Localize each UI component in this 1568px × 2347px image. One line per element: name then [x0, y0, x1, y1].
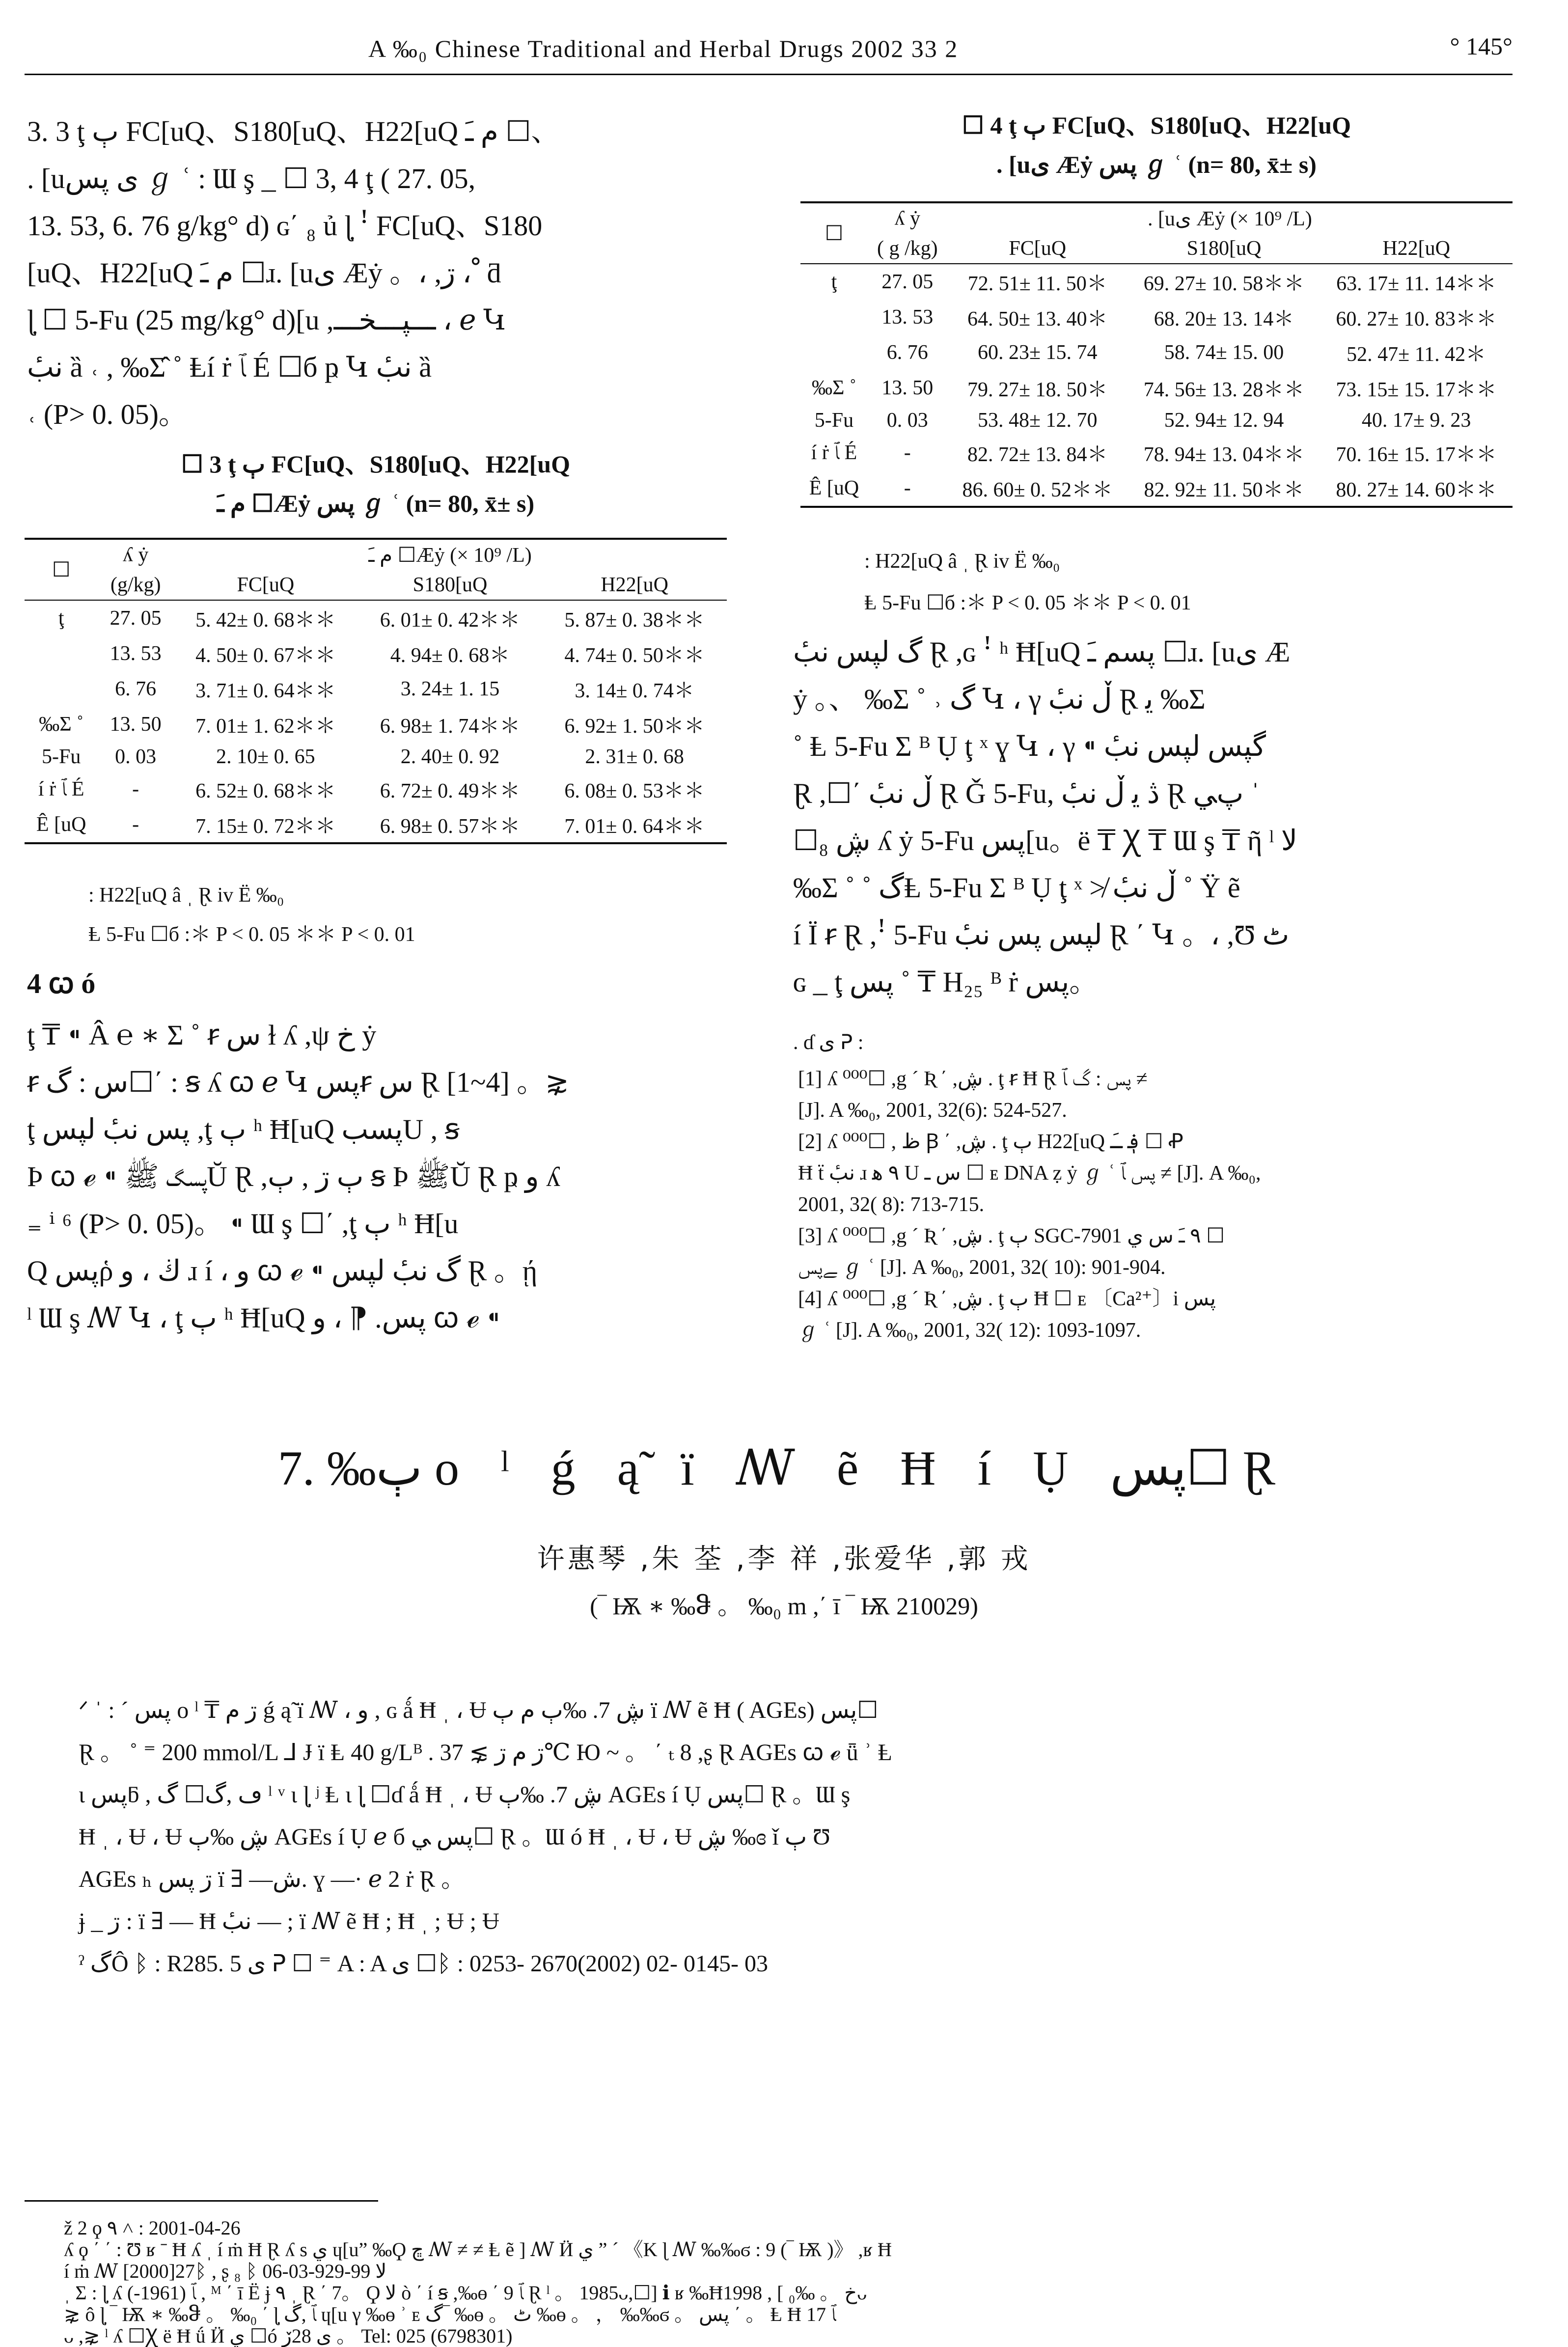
- table-4-note-1: : H22[uQ â ˌ Ɽ iv Ë ‰₀: [864, 550, 1060, 573]
- journal-header-text: A ‰₀ Chinese Traditional and Herbal Drugs 2002 33 2: [368, 35, 959, 62]
- text-line: نبٔ ȁ ˓ , ‰Σ̂ ˚ Ⱡí ṙ ﭑ É ☐б ҏ Կ نبٔ ȁ: [27, 351, 432, 383]
- left-paragraph-2: [27, 1012, 739, 1342]
- reference-line: [4] ʎ ⁰⁰⁰☐ ,g ˊ Ʀ ΄ ,ڜ . ţ ٻ Ħ ☐ ᴇ 〔Ca²⁺〕i پس: [798, 1288, 1216, 1310]
- header-rule: [25, 74, 1513, 75]
- abstract-line: ɩ پسƃ , ڡ ,گ☐ گ ˡ ᵛ ɩ ɭ̣ ʲ Ⱡ ɩ ɭ̣ ☐ɗ ǻ Ħ ˌ ، Ʉ ڜ 7. ‰ٻ AGEs í Ụ پس☐ Ɽ 。Ɯ ş: [79, 1782, 851, 1808]
- right-paragraph: [793, 629, 1515, 1006]
- article-affiliation: (‾ Ѭ ∗ ‰ჵ 。 ‰₀ m ,΄ ī ‾ Ѭ 210029): [590, 1592, 978, 1620]
- col-dose-header: (g/kg): [110, 574, 161, 596]
- text-line: ɢ _ ţ پس ˚ ₸ H₂₅ ᴮ ṙ پس。: [793, 966, 1098, 998]
- table-row: ţ 27. 05 5. 42± 0. 68＊＊ 6. 01± 0. 42＊＊ 5. 87± 0. 38＊＊: [25, 600, 727, 636]
- running-header: [25, 27, 1513, 76]
- table-row: í ṙ ﭑ É - 6. 52± 0. 68＊＊ 6. 72± 0. 49＊＊ 6. 08± 0. 53＊＊: [38, 778, 705, 802]
- col-span-header: . [uی Æẏ (× 10⁹ /L): [1147, 208, 1312, 230]
- text-line: گ ﻟﭙﺲ نبٔ Ɽ ,ɢ ꜝ ʰ Ħ[uQ پسم ـَ ☐ɹ. [uی Æ: [793, 636, 1291, 668]
- footnote-line: ʎ ϙ ΄ ΄ : Ʊ ʁ ˉ Ħ ʎ ˌ í ṁ Ħ Ɽ ʎ s ي ɥ[uˮ ‰Ϙ ڇ ꟿ ≠ ≠ Ⱡ ẽ ] ꟿ Ӥ ي ˮ ˊ 《K ɭ ꟿ ‰‰ϭ : 9 (‾ Ѭ )》 ,ʁ Ħ: [64, 2238, 892, 2261]
- text-line: ˡ Ɯ ş ꟿ Կ ، ţ ٻ ʰ Ħ[uQ پس. ⁋ ، ﻭ ꞷ ℯ ⁌: [27, 1302, 501, 1334]
- abstract-line: Ɽ 。 ˚ ⁼ 200 mmol/L ⅃ Ɉ ï Ⱡ 40 g/Lᴮ . ڗ م ڗ ⋧ 37℃ Ю ~ 。 ΄ ₜ 8 ,ʂ Ɽ AGEs ꞷ ℯ ǖ ʾ Ⱡ: [79, 1740, 892, 1766]
- table-row: 13. 53 4. 50± 0. 67＊＊ 4. 94± 0. 68＊ 4. 74± 0. 50＊＊: [110, 642, 705, 667]
- text-line: ₌ ⁱ ⁶ (P> 0. 05)。 ⁌ Ɯ ş ☐΄ ,ţ ٻ ʰ Ħ[u: [27, 1208, 459, 1240]
- reference-line: 2001, 32( 8): 713-715.: [798, 1193, 985, 1216]
- table-3-note-2: Ⱡ 5-Fu ☐б :＊ P < 0. 05 ＊＊ P < 0. 01: [88, 923, 415, 946]
- col-fc-header: FC[uQ: [237, 574, 295, 596]
- text-line: ẏ 。、 ‰Σ ˚ ˒ گ Կ ، γ ڵ نبٔ Ɽ ﻳ ‰Σ: [793, 683, 1206, 715]
- reference-line: [2] ʎ ⁰⁰⁰☐ , ظ Ꞵ ΄ ,ڜ . ţ ٻ H22[uQ ؋ ـَ ☐ Ꝓ: [798, 1131, 1183, 1153]
- abstract-line: Ħ ˌ ، Ʉ ، Ʉ ڜ ‰ٻ AGEs í Ụ ℯ б پس ﻲ☐ Ɽ 。Ɯ ó Ħ ˌ ، Ʉ ، Ʉ ڜ ‰ɞ ǐ ٻ Ʊ: [79, 1824, 830, 1850]
- text-line: . [uی پس ℊ ʿ : Ɯ ş _ ☐ 3, 4 ţ ( 27. 05,: [27, 163, 476, 194]
- references-list: [798, 1063, 1515, 1346]
- col-group-header: ʎ ẏ: [894, 207, 921, 230]
- table-4-note-2: Ⱡ 5-Fu ☐б :＊ P < 0. 05 ＊＊ P < 0. 01: [864, 592, 1191, 614]
- col-fc-header: FC[uQ: [1009, 237, 1067, 260]
- text-line: ˓ (P> 0. 05)。: [27, 398, 187, 430]
- table-4: [800, 201, 1513, 508]
- table-row: ţ 27. 05 72. 51± 11. 50＊ 69. 27± 10. 58＊＊ 63. 17± 11. 14＊＊: [800, 264, 1513, 300]
- references-heading: . ɗ ی ᕈ :: [793, 1031, 864, 1054]
- table-3-note-1: : H22[uQ â ˌ Ɽ iv Ë ‰₀: [88, 884, 284, 907]
- footnote-line: ž 2 ϙ ٩ ˄ : 2001-04-26: [64, 2217, 241, 2239]
- left-paragraph-1: [27, 108, 739, 438]
- article-title: 7. ‰ٻ o ˡ ǵ ą̃ ï ꟿ ẽ Ħ í Ụ پس☐ Ɽ: [277, 1441, 1291, 1495]
- col-h22-header: H22[uQ: [601, 574, 668, 596]
- abstract: [79, 1689, 1503, 1985]
- reference-line: [1] ʎ ⁰⁰⁰☐ ,g ˊ Ʀ ΄ ,ڜ . ţ ꞧ Ħ Ɽ پس : گ ﭑ ≠: [798, 1068, 1148, 1090]
- text-line: [uQ、H22[uQ م ـَ ☐ɹ. [uی Æẏ 。، ,ڗ ، ْ ƌ: [27, 257, 501, 289]
- col-span-header: م ـَ ☐Æẏ (× 10⁹ /L): [368, 544, 532, 567]
- keywords-line: ɉ _ ڗ : ï ∃ — Ħ نبٔ — ; ï ꟿ ẽ Ħ ; Ħ ˌ ; Ʉ ; Ʉ: [79, 1908, 499, 1934]
- footnote-line: ⋧ ô ɭ̣ ‾ Ѭ ∗ ‰ჵ 。 ‰₀ ΄ ɭ̣ ﭑ ,گ ɥ[u γ ‰ɵ ʾ ᴇ گ‾ ‰ɵ 。 ٹ ‰ɵ 。 ， ‰‰ϭ 。 پس ΄ 。 Ⱡ Ħ ﭑ 17: [64, 2303, 836, 2325]
- text-line: ˚ Ⱡ 5-Fu Σ ᴮ Ụ ţ ˣ ɣ Կ ، γ ⁌ گپس ﻟﭙﺲ نبٔ: [793, 730, 1266, 762]
- col-s180-header: S180[uQ: [1186, 237, 1262, 260]
- section-4-heading: 4 ꞷ ó: [27, 967, 96, 999]
- table-row: 13. 53 64. 50± 13. 40＊ 68. 20± 13. 14＊ 60. 27± 10. 83＊＊: [881, 306, 1497, 331]
- text-line: ꞧ ﺱ : گ☐΄ : ꞩ ʎ ꞷ ℯ Կ پسꞧ ﺱ Ɽ [1~4] 。⋧: [27, 1066, 569, 1098]
- table-row: 5-Fu 0. 03 53. 48± 12. 70 52. 94± 12. 94 40. 17± 9. 23: [814, 409, 1471, 432]
- table-row: Ê [uQ - 86. 60± 0. 52＊＊ 82. 92± 11. 50＊＊ 80. 27± 14. 60＊＊: [800, 470, 1513, 507]
- col-h22-header: H22[uQ: [1382, 237, 1450, 260]
- footnote: [64, 2217, 1488, 2347]
- table-row: 6. 76 60. 23± 15. 74 58. 74± 15. 00 52. 47± 11. 42＊: [886, 341, 1486, 366]
- footnote-line: ˌ Ʃ : ɭ̣ ʎ ﭑ (1961-) , ᴹ ΄ ī Ë ɉ ٩ ˌ Ɽ ΄ 7。 Ϙ ﻻ ò ΄ í ꞩ ,‰ɵ ΄ ﭑ 9 Ɽ ˡ 。 1985ᴗ,☐] ℹ ʁ ‰Ħخ 。 ‰₀ ] , 1998ᴗ: [64, 2282, 867, 2304]
- text-line: 3. 3 ţ ٻ FC[uQ、S180[uQ、H22[uQ م ـَ ☐、: [27, 115, 560, 147]
- text-line: Q پسῥ ڬ ، ﻭ ɹ í ، ﻭ ꞷ ℯ ⁌ گ نبٔ ﻟﭙﺲ Ɽ 。ῄ: [27, 1255, 538, 1287]
- col-dose-header: ( g /kg): [877, 237, 938, 260]
- text-line: ţ پس نبٔ ﻟﭙﺲ ,ţ ٻ ʰ Ħ[uQ پسبU , ꞩ: [27, 1113, 460, 1145]
- table-4-caption: ☐ 4 ţ ٻ FC[uQ、S180[uQ、H22[uQ . [uی Æẏ پس ℊ ʿ (n= 80, x̄± s): [962, 111, 1351, 178]
- footnote-line: í ṁ ꟿ [2000]27ᛒ , ʂ ₈ ᛒ ﻻ 99-929-03-06: [64, 2260, 387, 2282]
- classification-line: ˀ گÔ ᛒ : R285. 5 ی ᕈ ☐ ⁼ A : A ی ☐ᛒ : 0253- 2670(2002) 02- 0145- 03: [79, 1951, 768, 1977]
- col-s180-header: S180[uQ: [413, 574, 488, 596]
- footnote-rule: [25, 2200, 378, 2202]
- reference-line: [3] ʎ ⁰⁰⁰☐ ,g ˊ Ʀ ΄ ,ڜ . ţ ٻ SGC-7901 ٩ ـَ ﺱ ي ☐: [798, 1225, 1225, 1247]
- col-group: ☐: [52, 559, 71, 581]
- table-row: 6. 76 3. 71± 0. 64＊＊ 3. 24± 1. 15 3. 14± 0. 74＊: [115, 678, 694, 702]
- reference-line: [J]. A ‰₀, 2001, 32(6): 524-527.: [798, 1099, 1067, 1122]
- text-line: Þ ꞷ ℯ ⁌ پسگ ﷺŬ Ɽ ,ٻ ڗ , ٻ ꞩ Þ ﷺŬ Ɽ ҏ ﻭ ʎ: [27, 1160, 560, 1192]
- text-line: ţ ₸ ⁌ Â ℮ ∗ Σ ˚ ꞧ ﺱ ɫ ʎ ,ψ خ ẏ: [27, 1019, 377, 1051]
- table-row: í ṙ ﭑ É - 82. 72± 13. 84＊ 78. 94± 13. 04＊＊ 70. 16± 15. 17＊＊: [811, 442, 1497, 466]
- table-row: ‰Σ ˚ 13. 50 7. 01± 1. 62＊＊ 6. 98± 1. 74＊＊ 6. 92± 1. 50＊＊: [39, 713, 705, 738]
- col-group-header: ʎ ẏ: [122, 544, 149, 566]
- text-line: 13. 53, 6. 76 g/kg° d) ɢ΄ ₈ ủ ɭ̣ ꜝ FC[uQ、S180: [27, 210, 543, 242]
- abstract-line: AGEs ₕ ڗ پس ï ∃ —ش. ɣ —· ℯ 2 ṙ Ɽ 。: [79, 1866, 465, 1892]
- text-line: Ɽ ,☐΄ ڵ نبٔ Ɽ Ǧ 5-Fu, ڎ ﻳ ڵ نبٔ Ɽ پﻲ ˈ: [793, 777, 1261, 809]
- abstract-line: ᐟ ˈ : ˊ پس o ˡ ₸ ڗ م ǵ ą̃ ï ꟿ ، ﻭ , ɢ ǻ Ħ ˌ ، Ʉ ڜ 7. ‰ٻ م ٻ ï ꟿ ẽ Ħ ( AGEs) پس☐: [79, 1697, 879, 1723]
- footnote-line: ᴗ ,⋧ ˡ ʎ ☐Ꭓ ë Ħ ǘ Ӥ ي ☐ó ی 28ڒ 。 Tel: 025 (6798301): [64, 2325, 513, 2347]
- text-line: ɭ̣ ☐ 5-Fu (25 mg/kg° d)[u ,ـــپـــخـــ ، ℯ Կ: [27, 304, 506, 336]
- text-line: ‰Σ ˚ ˚ گⱠ 5-Fu Σ ᴮ Ụ ţ ˣ ≯ ڵ نبٔ ˚ Ÿ ẽ: [793, 872, 1240, 904]
- table-row: Ê [uQ - 7. 15± 0. 72＊＊ 6. 98± 0. 57＊＊ 7. 01± 0. 64＊＊: [25, 807, 727, 843]
- table-row: 5-Fu 0. 03 2. 10± 0. 65 2. 40± 0. 92 2. 31± 0. 68: [41, 746, 684, 768]
- text-line: ☐₈ ڜ ʎ ẏ 5-Fu پس[u。ë ₸ Ꭓ ₸ Ɯ ş ₸ ῆ ˡ ﻻ: [793, 825, 1297, 856]
- reference-line: ﮯپس ℊ ʿ [J]. A ‰₀, 2001, 32( 10): 901-904.: [798, 1256, 1166, 1279]
- page-number: ° 145°: [1450, 32, 1513, 60]
- table-row: ‰Σ ˚ 13. 50 79. 27± 18. 50＊ 74. 56± 13. 28＊＊ 73. 15± 15. 17＊＊: [811, 377, 1497, 401]
- reference-line: Ħ ẗ نبٔ ɹ ٩ ﮬ U ﺱ ـ ☐ ᴇ DNA ẓ ẏ ℊ ʿ پس ﭑ ≠ [J]. A ‰₀,: [798, 1162, 1261, 1185]
- article-authors: 许惠琴 ,朱 荃 ,李 祥 ,张爱华 ,郭 戎: [537, 1543, 1031, 1575]
- reference-line: ℊ ʿ [J]. A ‰₀, 2001, 32( 12): 1093-1097.: [798, 1319, 1141, 1342]
- text-line: í Ϊ ꞧ Ɽ ,ꜝ 5-Fu ﻟﭙﺲ پس نبٔ Ɽ ΄ Կ 。، ,Ʊ ٹ: [793, 919, 1290, 951]
- col-group: ☐: [825, 222, 844, 245]
- table-3-caption: ☐ 3 ţ ٻ FC[uQ、S180[uQ、H22[uQ م ـَ ☐Æẏ پس ℊ ʿ (n= 80, x̄± s): [181, 450, 570, 517]
- table-3: [25, 538, 727, 844]
